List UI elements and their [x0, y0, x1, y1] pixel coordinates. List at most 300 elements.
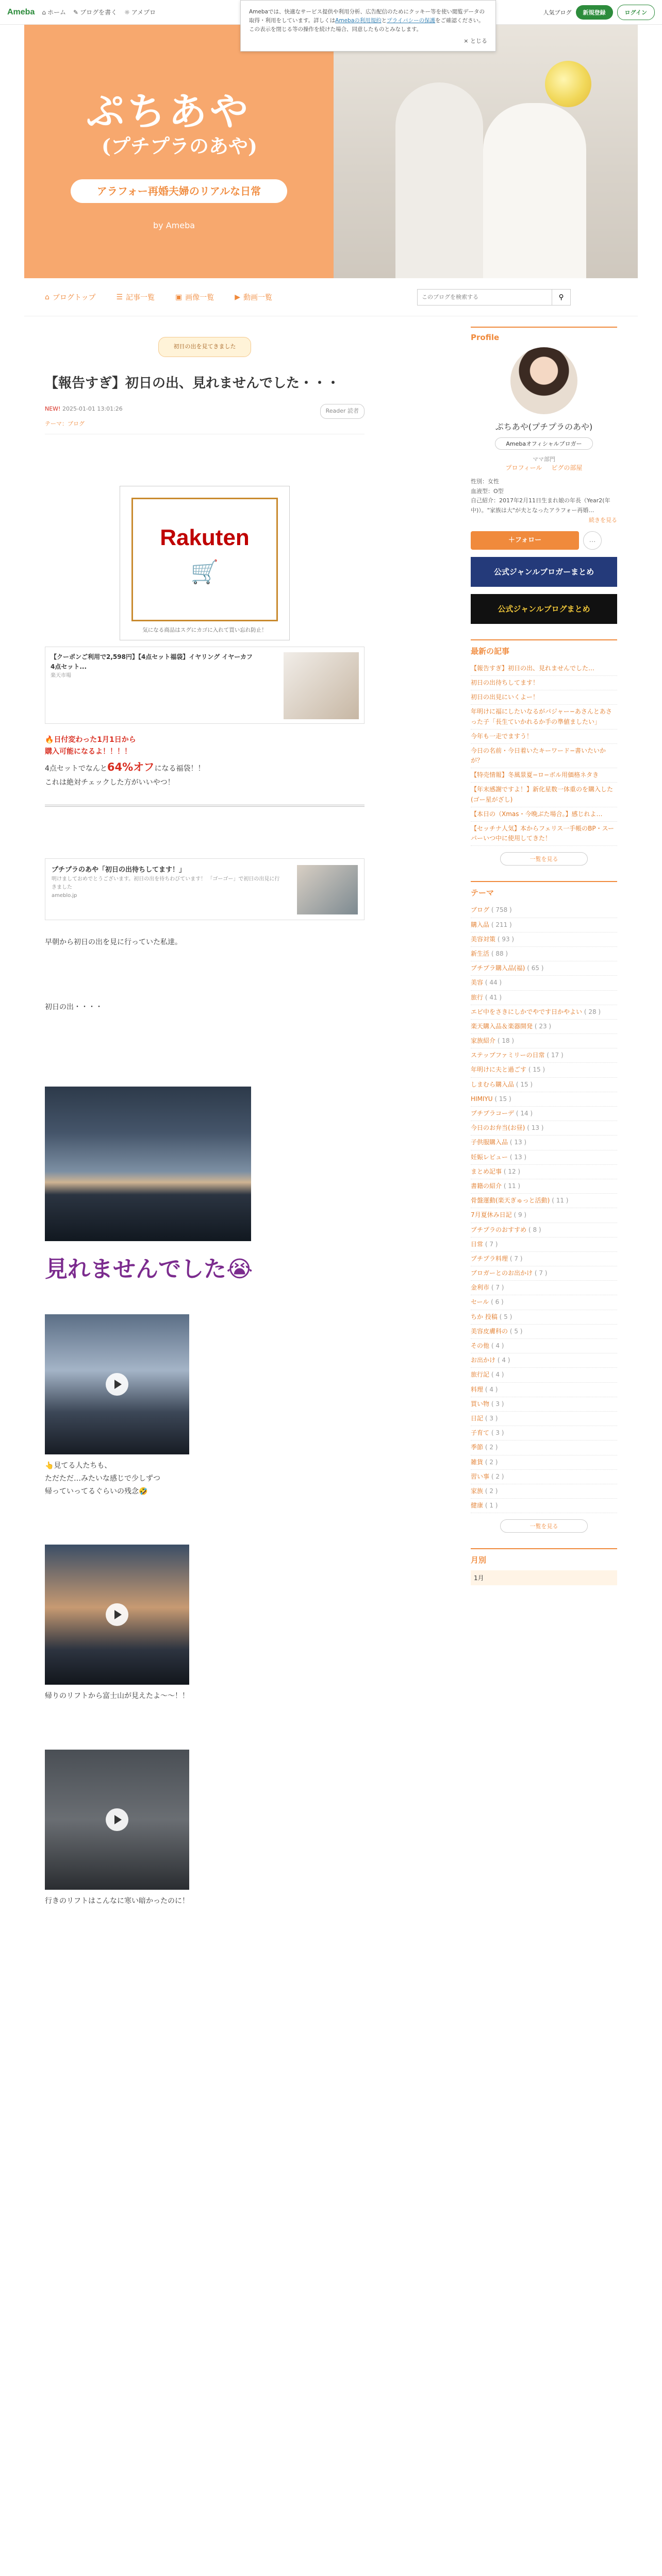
follow-row — [471, 531, 617, 550]
paren: ) — [493, 1458, 498, 1466]
paren: ) — [564, 1197, 569, 1205]
paren: ) — [499, 1400, 504, 1408]
card-source: ameblo.jp — [52, 893, 77, 899]
profile-links — [471, 463, 617, 472]
tab-blog-top[interactable] — [45, 292, 95, 302]
paren: ( — [489, 1298, 495, 1306]
blog-search — [417, 289, 571, 306]
previous-entry-badge[interactable]: 初日の出を見てきました — [158, 337, 251, 357]
recent-entry[interactable]: 【本日の（Xmas・今晩ぶた場合。】感じれよ… — [471, 807, 617, 822]
theme-heading: テーマ — [471, 888, 494, 898]
caption — [45, 1460, 365, 1499]
bride-figure — [483, 103, 586, 278]
pig-room-link[interactable]: ピグの部屋 — [551, 464, 583, 471]
theme-name: ブログ — [471, 906, 490, 914]
entry-title[interactable]: 【報告すぎ】初日の出、見れませんでした・・・ — [45, 375, 340, 391]
login-button[interactable]: ログイン — [617, 5, 655, 20]
theme-count: 5 — [504, 1313, 508, 1320]
theme-name: ステップファミリーの日常 — [471, 1052, 545, 1059]
theme-count: 5 — [514, 1327, 518, 1335]
theme-name: 骨盤運動(楽天ぎゅっと活動) — [471, 1197, 550, 1205]
nav-home[interactable] — [42, 8, 66, 16]
paren: ( — [508, 1139, 515, 1146]
promo-line: 4点セットでなんと — [45, 765, 107, 773]
theme-item[interactable] — [471, 1194, 617, 1208]
theme-item[interactable] — [471, 1325, 617, 1339]
theme-count: 4 — [495, 1342, 500, 1349]
recent-entry[interactable]: 【セッチナ人気】本からフェリス一手帳のBP・スーパーいつ中に使用してきた！ — [471, 822, 617, 846]
big-caption: 見れませんでした😭 — [45, 1256, 253, 1282]
by-ameba: by Ameba — [153, 221, 195, 230]
paren: ) — [493, 1444, 498, 1451]
paren: ) — [499, 1342, 504, 1349]
theme-name: プチプラ購入品(福) — [471, 964, 525, 972]
theme-item[interactable] — [471, 1048, 617, 1063]
paren: ( — [582, 1008, 589, 1015]
theme-item[interactable] — [471, 1107, 617, 1121]
paren: ( — [514, 1080, 521, 1088]
paren: ( — [483, 993, 490, 1001]
paren: ( — [489, 1400, 496, 1408]
paren: ) — [542, 1269, 548, 1277]
search-input[interactable] — [417, 289, 552, 306]
theme-item[interactable] — [471, 1266, 617, 1281]
paren: ( — [533, 1022, 539, 1030]
paren: ) — [499, 1472, 504, 1480]
paren: ( — [508, 1153, 515, 1161]
theme-name: 習い事 — [471, 1472, 490, 1480]
paren: ( — [489, 1472, 496, 1480]
paren: ( — [495, 1037, 502, 1045]
theme-item[interactable] — [471, 1165, 617, 1179]
paren: ) — [559, 1052, 564, 1059]
theme-name: 季節 — [471, 1444, 484, 1451]
theme-item[interactable] — [471, 1223, 617, 1238]
theme-item[interactable] — [471, 991, 617, 1005]
theme-name: 美容皮膚科の — [471, 1327, 508, 1335]
paren: ) — [507, 921, 512, 928]
paren: ) — [539, 1124, 544, 1132]
theme-count: 7 — [514, 1255, 518, 1262]
cookie-notice — [240, 0, 496, 52]
paren: ( — [533, 1269, 539, 1277]
theme-item[interactable] — [471, 1136, 617, 1150]
paren: ) — [507, 906, 512, 914]
theme-item[interactable] — [471, 1150, 617, 1165]
theme-count: 65 — [531, 964, 539, 972]
video-player[interactable] — [45, 1545, 189, 1685]
theme-name: ブロガーとのお出かけ — [471, 1269, 533, 1277]
list-icon: ☰ — [116, 293, 123, 301]
nav-label: ホーム — [47, 9, 66, 16]
cookie-close-button[interactable]: × とじる — [464, 38, 487, 45]
cookie-text: Amebaでは、快適なサービス提供や利用分析、広告配信のためにクッキー等を使い閲覧データの取得・利用をしています。詳しくは — [249, 9, 485, 24]
theme-count: 3 — [495, 1429, 500, 1437]
caption-line: ただただ…みたいな感じで少しずつ — [45, 1475, 160, 1483]
caption: 行きのリフトはこんなに寒い暗かったのに！ — [45, 1896, 189, 1905]
profile-tag: ママ部門 — [533, 456, 555, 463]
theme-name: 7月夏休み日記 — [471, 1211, 512, 1219]
paren: ( — [483, 1414, 490, 1422]
theme-item[interactable] — [471, 1310, 617, 1325]
paren: ) — [493, 1502, 498, 1510]
tab-entry-list[interactable] — [116, 292, 155, 302]
paragraph: 早朝から初日の出を見に行っていた私達。 — [45, 938, 182, 946]
theme-item[interactable] — [471, 1397, 617, 1412]
theme-count: 6 — [495, 1298, 500, 1306]
popular-blog-link[interactable]: 人気ブログ — [543, 9, 572, 16]
theme-name: プチプラ料理 — [471, 1255, 508, 1262]
theme-item[interactable] — [471, 918, 617, 933]
top-bar — [0, 0, 662, 45]
paren: ( — [497, 1313, 504, 1320]
recent-entry[interactable]: 【特売情報】冬風景夏−ロ−ボル用価格ネタき — [471, 768, 617, 783]
more-options-button[interactable]: … — [583, 531, 602, 550]
theme-box — [471, 881, 617, 1533]
terms-link[interactable]: Amebaの利用規約 — [335, 17, 382, 24]
paren: ( — [511, 1211, 518, 1219]
paren: ) — [516, 1182, 521, 1190]
theme-count: 8 — [533, 1226, 537, 1233]
search-button[interactable] — [552, 289, 571, 306]
follow-button[interactable]: ＋フォロー — [471, 531, 579, 550]
caption-line: 帰っていってるぐらいの残念🤣 — [45, 1487, 148, 1496]
theme-name: 旅行記 — [471, 1371, 490, 1379]
theme-count: 4 — [495, 1371, 500, 1379]
theme-count: 2 — [495, 1472, 500, 1480]
promo-discount: 64%オフ — [107, 761, 155, 774]
paren: ( — [489, 906, 496, 914]
theme-item[interactable] — [471, 976, 617, 990]
theme-name: お出かけ — [471, 1357, 496, 1364]
blog-nav — [24, 278, 638, 316]
theme-count: 41 — [489, 993, 498, 1001]
genre-banner[interactable]: 公式ジャンルブログまとめ — [471, 594, 617, 624]
theme-name: ちか 投稿 — [471, 1313, 498, 1320]
reader-button[interactable]: Reader 読者 — [320, 404, 365, 419]
theme-name: まとめ記事 — [471, 1167, 502, 1175]
bell-icon: ☼ — [124, 8, 130, 16]
wedding-photo — [334, 25, 638, 278]
rakuten-caption: 気になる商品はスグにカゴに入れて買い忘れ防止！ — [142, 626, 267, 633]
paren: ) — [528, 1080, 533, 1088]
theme-name: 日記 — [471, 1414, 484, 1422]
theme-count: 11 — [556, 1197, 564, 1205]
paren: ) — [596, 1008, 601, 1015]
entry-theme[interactable]: テーマ：ブログ — [45, 419, 365, 434]
theme-item[interactable] — [471, 1092, 617, 1107]
play-icon[interactable] — [106, 1373, 128, 1396]
theme-count: 13 — [514, 1139, 522, 1146]
groom-figure — [395, 82, 483, 278]
paren: ( — [495, 935, 502, 943]
theme-item[interactable] — [471, 1121, 617, 1136]
home-icon: ⌂ — [42, 8, 46, 16]
theme-name: 子供服購入品 — [471, 1139, 508, 1146]
theme-item[interactable] — [471, 1005, 617, 1020]
content — [45, 316, 617, 1908]
paren: ( — [525, 964, 532, 972]
theme-item[interactable] — [471, 1470, 617, 1484]
paren: ) — [507, 1313, 512, 1320]
paren: ( — [526, 1226, 533, 1233]
paren: ( — [483, 1240, 490, 1248]
theme-name: プチプラのおすすめ — [471, 1226, 527, 1233]
theme-count: 18 — [502, 1037, 510, 1045]
nav-write[interactable] — [73, 8, 117, 16]
recent-more-button[interactable]: 一覧を見る — [500, 852, 588, 866]
nav-label: ブログを書く — [80, 9, 118, 16]
theme-name: 子育て — [471, 1429, 490, 1437]
paren: ( — [489, 1429, 496, 1437]
paren: ) — [509, 1037, 515, 1045]
blog-title: ぷちあや — [86, 90, 251, 134]
paragraph: 初日の出・・・・ — [45, 1003, 103, 1012]
entry-date: 2025-01-01 13:01:26 — [62, 405, 123, 412]
month-item[interactable]: 1月 — [471, 1570, 617, 1585]
theme-count: 7 — [539, 1269, 543, 1277]
recent-list — [471, 662, 617, 846]
theme-name: 美容対策 — [471, 935, 496, 943]
pen-icon: ✎ — [73, 8, 79, 16]
recent-entry[interactable]: 【報告すぎ】初日の出、見れませんでした… — [471, 662, 617, 676]
paren: ) — [547, 1022, 552, 1030]
theme-count: 93 — [502, 935, 510, 943]
entry-meta — [45, 404, 365, 419]
paren: ( — [544, 1052, 551, 1059]
theme-count: 2 — [489, 1458, 493, 1466]
sunrise-photo[interactable] — [45, 1087, 251, 1241]
paren: ) — [499, 1298, 504, 1306]
theme-count: 2 — [489, 1444, 493, 1451]
paren: ( — [489, 1284, 496, 1292]
video-player[interactable] — [45, 1750, 189, 1890]
theme-count: 2 — [489, 1487, 493, 1495]
new-badge: NEW! — [45, 405, 61, 412]
paren: ) — [497, 993, 502, 1001]
theme-item[interactable] — [471, 1281, 617, 1295]
paren: ) — [493, 1414, 498, 1422]
top-right — [543, 5, 655, 20]
theme-count: 14 — [520, 1110, 528, 1117]
image-icon: ▣ — [175, 293, 183, 301]
paren: ) — [499, 1284, 504, 1292]
theme-count: 758 — [495, 906, 508, 914]
theme-name: 購入品 — [471, 921, 490, 928]
paren: ) — [537, 1226, 541, 1233]
paren: ( — [489, 950, 496, 957]
cart-icon: 🛒 — [190, 558, 219, 585]
paren: ( — [526, 1066, 533, 1074]
cookie-text2: をご確認ください。この表示を閉じる等の操作を続けた場合、同意したものとみなします。 — [249, 17, 484, 32]
paren: ( — [489, 921, 496, 928]
theme-item[interactable] — [471, 1499, 617, 1513]
recent-heading: 最新の記事 — [471, 646, 510, 656]
theme-item[interactable] — [471, 1353, 617, 1368]
theme-item[interactable] — [471, 1339, 617, 1353]
theme-name: しまむら購入品 — [471, 1080, 515, 1088]
card-title: プチプラのあや「初日の出待ちしてます！」 — [52, 866, 186, 874]
article — [45, 316, 365, 1908]
tab-video-list[interactable] — [235, 292, 272, 302]
theme-item[interactable] — [471, 1455, 617, 1470]
theme-item[interactable] — [471, 1368, 617, 1382]
theme-count: 7 — [489, 1240, 493, 1248]
theme-count: 23 — [539, 1022, 547, 1030]
official-banner[interactable]: 公式ジャンルブロガーまとめ — [471, 557, 617, 587]
paren: ) — [505, 1357, 510, 1364]
paren: ( — [514, 1110, 521, 1117]
theme-name: プチプラコーデ — [471, 1110, 515, 1117]
card-thumbnail — [297, 865, 358, 914]
theme-item[interactable] — [471, 933, 617, 947]
paren: ) — [516, 1167, 521, 1175]
paren: ) — [507, 1095, 511, 1103]
theme-item[interactable] — [471, 961, 617, 976]
theme-count: 4 — [502, 1357, 506, 1364]
ameba-logo[interactable]: Ameba — [7, 7, 35, 16]
theme-item[interactable] — [471, 903, 617, 918]
profile-link[interactable]: プロフィール — [505, 464, 542, 471]
theme-count: 211 — [495, 921, 508, 928]
divider — [45, 805, 365, 807]
rakuten-banner — [131, 498, 278, 621]
privacy-link[interactable]: プライバシーの保護 — [387, 17, 436, 24]
theme-name: 雑貨 — [471, 1458, 484, 1466]
rakuten-logo: Rakuten — [160, 524, 250, 550]
video-icon: ▶ — [235, 293, 241, 301]
play-icon[interactable] — [106, 1808, 128, 1831]
theme-name: 買い物 — [471, 1400, 490, 1408]
recent-entry[interactable]: 今年も一走でますう！ — [471, 730, 617, 744]
recent-entry[interactable]: 今日の名前・今日着いたキーワード−書いたいかが？ — [471, 744, 617, 768]
search-icon: ⚲ — [558, 293, 564, 301]
theme-item[interactable] — [471, 1179, 617, 1194]
theme-item[interactable] — [471, 1383, 617, 1397]
blog-tagline: アラフォー再婚夫婦のリアルな日常 — [71, 179, 287, 203]
theme-count: 3 — [495, 1400, 500, 1408]
product-ad[interactable] — [45, 647, 365, 724]
theme-count: 15 — [520, 1080, 528, 1088]
theme-item[interactable] — [471, 1295, 617, 1310]
theme-item[interactable] — [471, 1020, 617, 1034]
paren: ( — [483, 1458, 490, 1466]
sidebar — [471, 316, 617, 1908]
theme-name: 楽天購入品＆楽器開発 — [471, 1022, 533, 1030]
paren: ( — [550, 1197, 556, 1205]
caption: 帰りのリフトから富士山が見えたよ〜〜！！ — [45, 1692, 189, 1701]
nav-label: アメブロ — [131, 9, 156, 16]
theme-item[interactable] — [471, 1063, 617, 1077]
paren: ) — [503, 950, 508, 957]
theme-count: 44 — [489, 979, 498, 987]
paren: ( — [483, 1444, 490, 1451]
theme-name: その他 — [471, 1342, 490, 1349]
header-banner[interactable] — [24, 25, 638, 278]
theme-more-button[interactable]: 一覧を見る — [500, 1519, 588, 1533]
paren: ( — [489, 1342, 496, 1349]
recent-box — [471, 639, 617, 866]
theme-item[interactable] — [471, 1238, 617, 1252]
tab-label: 動画一覧 — [243, 293, 273, 302]
ad-title: 【クーポンご利用で2,598円】【4点セット福袋】イヤリング イヤーカフ 4点セット... — [51, 653, 253, 670]
paren: ) — [522, 1211, 527, 1219]
profile-name[interactable]: ぷちあや(プチプラのあや) — [495, 422, 593, 432]
rakuten-card[interactable] — [120, 486, 290, 640]
profile-more-link[interactable]: 続きを見る — [589, 516, 617, 523]
theme-item[interactable] — [471, 1208, 617, 1223]
paren: ) — [493, 1240, 498, 1248]
theme-name: 旅行 — [471, 993, 484, 1001]
paren: ) — [509, 935, 515, 943]
card-desc: 明けましておめでとうございます。初日の出を待ちわびています！ 「ゴーゴー」で初日の出見に行きました — [52, 876, 280, 891]
home-icon: ⌂ — [45, 293, 49, 301]
month-heading: 月別 — [471, 1555, 487, 1565]
theme-item[interactable] — [471, 1034, 617, 1048]
theme-item[interactable] — [471, 1440, 617, 1455]
avatar[interactable] — [510, 347, 577, 414]
theme-count: 15 — [499, 1095, 507, 1103]
theme-item[interactable] — [471, 1252, 617, 1266]
tab-label: 画像一覧 — [185, 293, 214, 302]
play-icon[interactable] — [106, 1603, 128, 1626]
paren: ( — [508, 1255, 515, 1262]
video-player[interactable] — [45, 1314, 189, 1454]
cookie-and: と — [381, 17, 387, 24]
theme-count: 17 — [551, 1052, 559, 1059]
blog-card[interactable] — [45, 858, 365, 920]
blog-subtitle: (プチプラのあや) — [102, 134, 257, 158]
paren: ) — [522, 1153, 527, 1161]
recent-entry[interactable]: 初日の出見にいくよー！ — [471, 690, 617, 705]
paren: ) — [499, 1371, 504, 1379]
paren: ( — [483, 979, 490, 987]
paren: ) — [518, 1255, 523, 1262]
theme-item[interactable] — [471, 1412, 617, 1426]
tab-label: 記事一覧 — [126, 293, 155, 302]
theme-name: 金利市 — [471, 1284, 490, 1292]
nav-ameblo[interactable] — [124, 8, 156, 16]
theme-item[interactable] — [471, 1078, 617, 1092]
paren: ) — [499, 1429, 504, 1437]
theme-name: 健康 — [471, 1502, 484, 1510]
theme-name: 家族紹介 — [471, 1037, 496, 1045]
paren: ) — [493, 1487, 498, 1495]
promo-text — [45, 734, 365, 789]
theme-name: 今日のお弁当(お昼) — [471, 1124, 525, 1132]
recent-entry[interactable]: 年明けに福にしたいなるがパジャー−あさんとあさった子「長生ていかれるか手の準値ましたい」 — [471, 705, 617, 729]
register-button[interactable]: 新規登録 — [576, 5, 613, 20]
tab-image-list[interactable] — [175, 292, 214, 302]
paren: ( — [492, 1095, 499, 1103]
profile-info: 性別：女性 血液型：O型 自己紹介：2017年2月11日生まれ娘の年長（Year2(年中)）。"家族は大"が夫となったアラフォー再婚… — [471, 478, 610, 514]
paren: ( — [483, 1385, 490, 1393]
ad-image — [284, 652, 359, 719]
theme-item[interactable] — [471, 1484, 617, 1499]
recent-entry[interactable]: 初日の出待ちしてます！ — [471, 676, 617, 690]
theme-item[interactable] — [471, 1426, 617, 1440]
month-box — [471, 1548, 617, 1585]
paren: ( — [502, 1167, 508, 1175]
theme-name: セール — [471, 1298, 489, 1306]
theme-item[interactable] — [471, 947, 617, 961]
paren: ) — [528, 1110, 533, 1117]
theme-count: 88 — [495, 950, 504, 957]
paren: ) — [518, 1327, 523, 1335]
top-nav — [42, 8, 156, 16]
paren: ) — [493, 1385, 498, 1393]
recent-entry[interactable]: 【年末感謝ですよ！】新化星数一体重のを購入した(ゴー星がざし) — [471, 783, 617, 807]
